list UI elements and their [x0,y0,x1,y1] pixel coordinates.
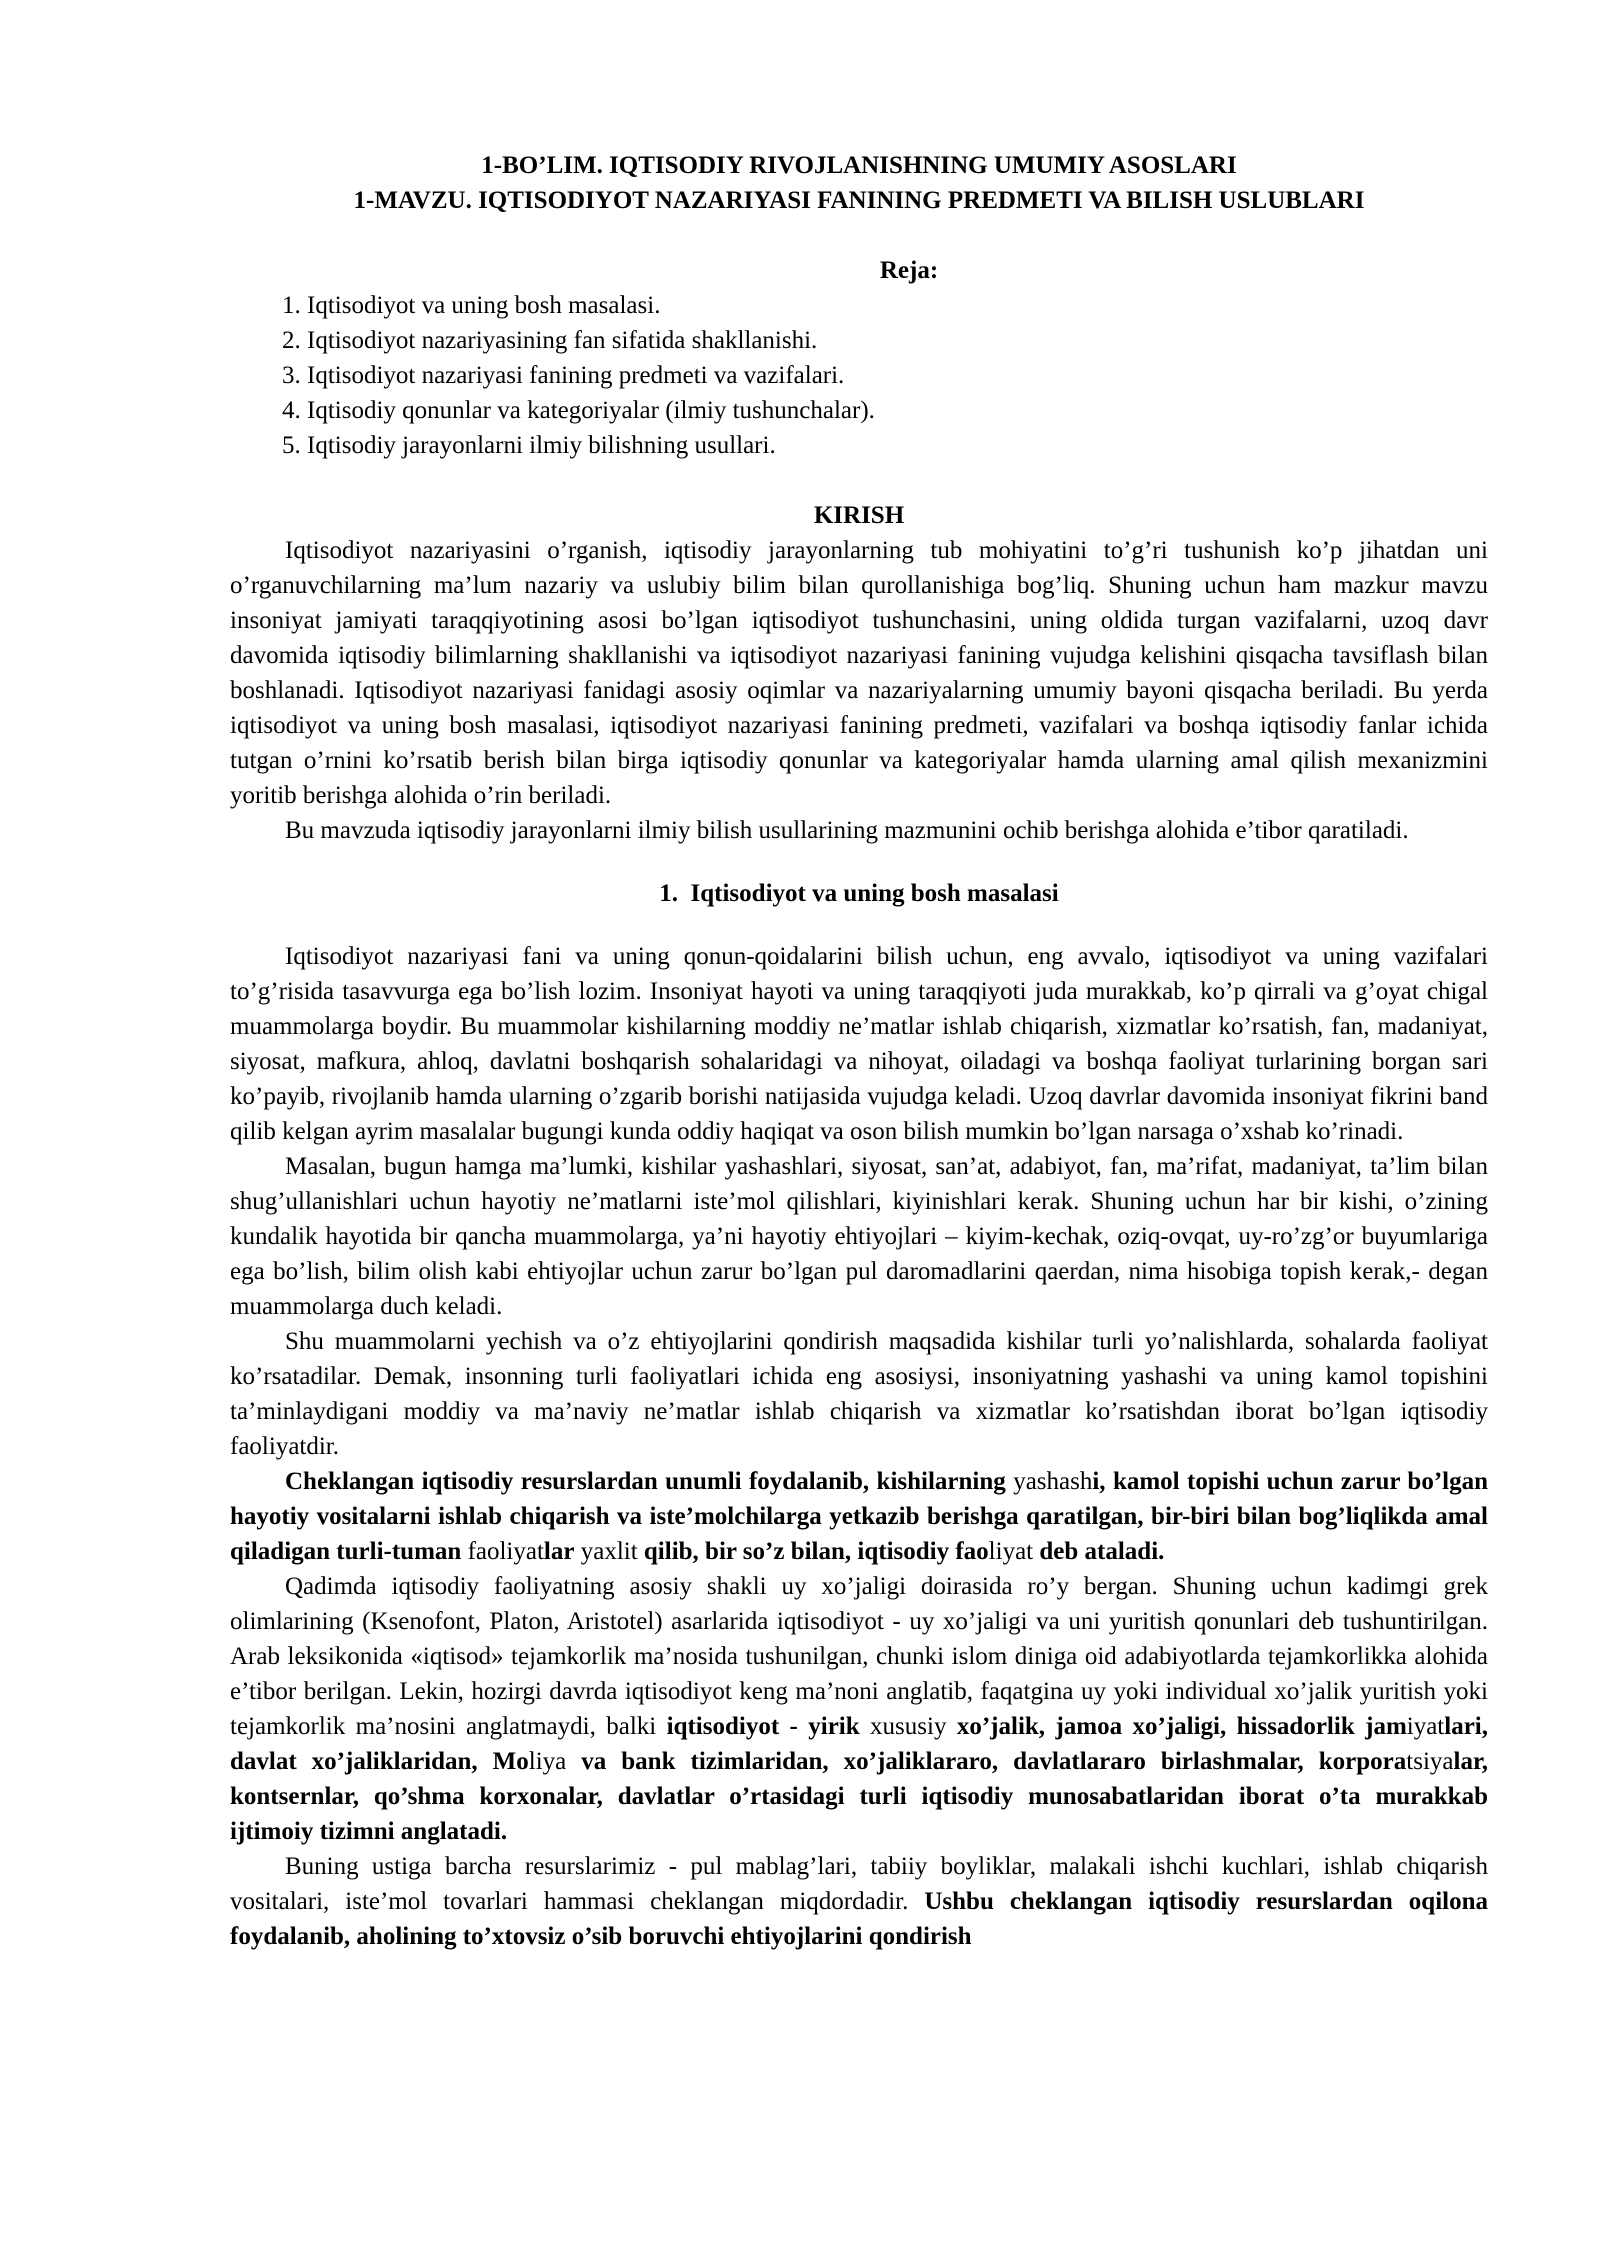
text-run: Buning ustiga barcha resurslarimiz - pul mablag’lari, tabiiy boyliklar, malakali ishchi kuchlari, ishlab chiqarish vositalari, iste’mol tovarlari hammasi cheklangan miqdordadir. [230,1853,1488,1915]
section-1-paragraph: Iqtisodiyot nazariyasi fani va uning qonun-qoidalarini bilish uchun, eng avvalo, iqtisodiyot va uning vazifalari to’g’risida tasavvurga ega bo’lish lozim. Insoniyat hayoti va uning taraqqiyoti juda murakkab, ko’p qirrali va g’oyat chigal muammolarga boydir. Bu muammolar kishilarning moddiy ne’matlar ishlab chiqarish, xizmatlar ko’rsatish, fan, madaniyat, siyosat, mafkura, ahloq, davlatni boshqarish sohalaridagi va nihoyat, oiladagi va boshqa faoliyat turlarining borgan sari ko’payib, rivojlanib hamda ularning o’zgarib borishi natijasida vujudga keladi. Uzoq davrlar davomida insoniyat fikrini band qilib kelgan ayrim masalalar bugungi kunda oddiy haqiqat va oson bilish mumkin bo’lgan narsaga o’xshab ko’rinadi. [230,943,1488,1145]
topic-title: 1-MAVZU. IQTISODIYOT NAZARIYASI FANINING PREDMETI VA BILISH USLUBLARI [353,187,1365,214]
plan-list [230,288,1488,463]
text-run: yashash [1005,1468,1093,1495]
text-run: Qadimda iqtisodiy faoliyatning asosiy shakli uy xo’jaligi doirasida ro’y bergan. Shuning uchun kadimgi grek olimlarining (Ksenofont, Platon, Aristotel) asarlarida iqtisodiyot - uy xo’jaligi va uni yuritish qonunlari deb tushuntirilgan. Arab leksikonida «iqtisod» tejamkorlik ma’nosida tushunilgan, chunki islom diniga oid adabiyotlarda tejamkorlikka alohida e’tibor berilgan. Lekin, hozirgi davrda iqtisodiyot keng ma’noni anglatib, faqatgina uy yoki individual xo’jalik yuritish yoki tejamkorlik ma’nosini anglatmaydi, balki [230,1573,1488,1740]
bold-text-run: lar [543,1538,575,1565]
plan-item: 2. Iqtisodiyot nazariyasining fan sifatida shakllanishi. [282,327,818,354]
text-run: tsiya [1406,1748,1454,1775]
text-run: liyat [988,1538,1040,1565]
bold-text-run: deb ataladi. [1039,1538,1165,1565]
section-1-paragraph: Masalan, bugun hamga ma’lumki, kishilar yashashlari, siyosat, san’at, adabiyot, fan, ma’rifat, madaniyat, ta’lim bilan shug’ullanishlari uchun hayotiy ne’matlarni iste’mol qilishlari, kiyinishlari kerak. Shuning uchun har bir kishi, o’zining kundalik hayotida bir qancha muammolarga, ya’ni hayotiy ehtiyojlari – kiyim-kechak, oziq-ovqat, uy-ro’zg’or buyumlariga ega bo’lish, bilim olish kabi ehtiyojlar uchun zarur bo’lgan pul daromadlarini qaerdan, nima hisobiga topish kerak,- degan muammolarga duch keladi. [230,1153,1488,1320]
spacer [230,911,1488,939]
part-title: 1-BO’LIM. IQTISODIY RIVOJLANISHNING UMUMIY ASOSLARI [481,152,1237,179]
document-page [230,148,1488,1954]
section-1-paragraph: Shu muammolarni yechish va o’z ehtiyojlarini qondirish maqsadida kishilar turli yo’nalishlarda, sohalarda faoliyat ko’rsatadilar. Demak, insonning turli faoliyatlari ichida eng asosiysi, insoniyatning yashashi va uning kamol topishini ta’minlaydigani moddiy va ma’naviy ne’matlar ishlab chiqarish va xizmatlar ko’rsatishdan iborat bo’lgan iqtisodiy faoliyatdir. [230,1328,1488,1460]
text-run: faoliyat [461,1538,544,1565]
bold-text-run: qilib, bir so’z bilan, iqtisodiy fao [643,1538,989,1565]
bold-text-run: xo’jalik, jamoa xo’jaligi, hissadorlik jam [956,1713,1407,1740]
spacer [230,848,1488,876]
bold-text-run: i, kamol topishi uchun zarur bo’lgan hayotiy vositalarni ishlab chiqarish va iste’molchilarga yetkazib berishga qaratilgan, bir-biri bilan bog’liqlikda amal qiladigan turli-tuman [230,1468,1489,1565]
plan-item: 3. Iqtisodiyot nazariyasi fanining predmeti va vazifalari. [282,362,845,389]
section-1-title: 1. Iqtisodiyot va uning bosh masalasi [659,880,1059,907]
text-run: iyat [1406,1713,1445,1740]
section-1-paragraph [230,1849,1488,1954]
spacer [230,218,1488,253]
bold-text-run: Ushbu cheklangan iqtisodiy resurslardan oqilona foydalanib, aholining to’xtovsiz o’sib boruvchi ehtiyojlarini qondirish [230,1888,1488,1950]
bold-text-run: Cheklangan iqtisodiy resurslardan unumli foydalanib, kishilarning [285,1468,1006,1495]
text-run: xususiy [859,1713,957,1740]
definition-paragraph [230,1464,1488,1569]
plan-item: 5. Iqtisodiy jarayonlarni ilmiy bilishning usullari. [282,432,776,459]
bold-text-run: lar, kontsernlar, qo’shma korxonalar, davlatlar o’rtasidagi turli iqtisodiy munosabatlaridan iborat o’ta murakkab ijtimoiy tizimni anglatadi. [230,1748,1488,1845]
section-1-paragraph [230,1569,1488,1849]
intro-paragraph: Iqtisodiyot nazariyasini o’rganish, iqtisodiy jarayonlarning tub mohiyatini to’g’ri tushunish ko’p jihatdan uni o’rganuvchilarning ma’lum nazariy va uslubiy bilim bilan qurollanishiga bog’liq. Shuning uchun ham mazkur mavzu insoniyat jamiyati taraqqiyotining asosi bo’lgan iqtisodiyot tushunchasini, uning oldida turgan vazifalarni, uzoq davr davomida iqtisodiy bilimlarning shakllanishi va iqtisodiyot nazariyasi fanining vujudga kelishini qisqacha tavsiflash bilan boshlanadi. Iqtisodiyot nazariyasi fanidagi asosiy oqimlar va nazariyalarning umumiy bayoni qisqacha beriladi. Bu yerda iqtisodiyot va uning bosh masalasi, iqtisodiyot nazariyasi fanining predmeti, vazifalari va boshqa iqtisodiy fanlar ichida tutgan o’rnini ko’rsatib berish bilan birga iqtisodiy qonunlar va kategoriyalar hamda ularning amal qilish mexanizmini yoritib berishga alohida o’rin beriladi. [230,537,1488,809]
text-run: liya [528,1748,582,1775]
bold-text-run: va bank tizimlaridan, xo’jaliklararo, davlatlararo birlashmalar, korpora [581,1748,1407,1775]
bold-text-run: lari, davlat xo’jaliklaridan, Mo [230,1713,1489,1775]
intro-paragraph: Bu mavzuda iqtisodiy jarayonlarni ilmiy bilish usullarining mazmunini ochib berishga alohida e’tibor qaratiladi. [285,817,1409,844]
intro-title: KIRISH [813,502,905,529]
plan-item: 4. Iqtisodiy qonunlar va kategoriyalar (ilmiy tushunchalar). [282,397,875,424]
text-run: yaxlit [574,1538,644,1565]
spacer [230,463,1488,498]
plan-title: Reja: [879,257,939,284]
bold-text-run: iqtisodiyot - yirik [666,1713,860,1740]
plan-item: 1. Iqtisodiyot va uning bosh masalasi. [282,292,661,319]
